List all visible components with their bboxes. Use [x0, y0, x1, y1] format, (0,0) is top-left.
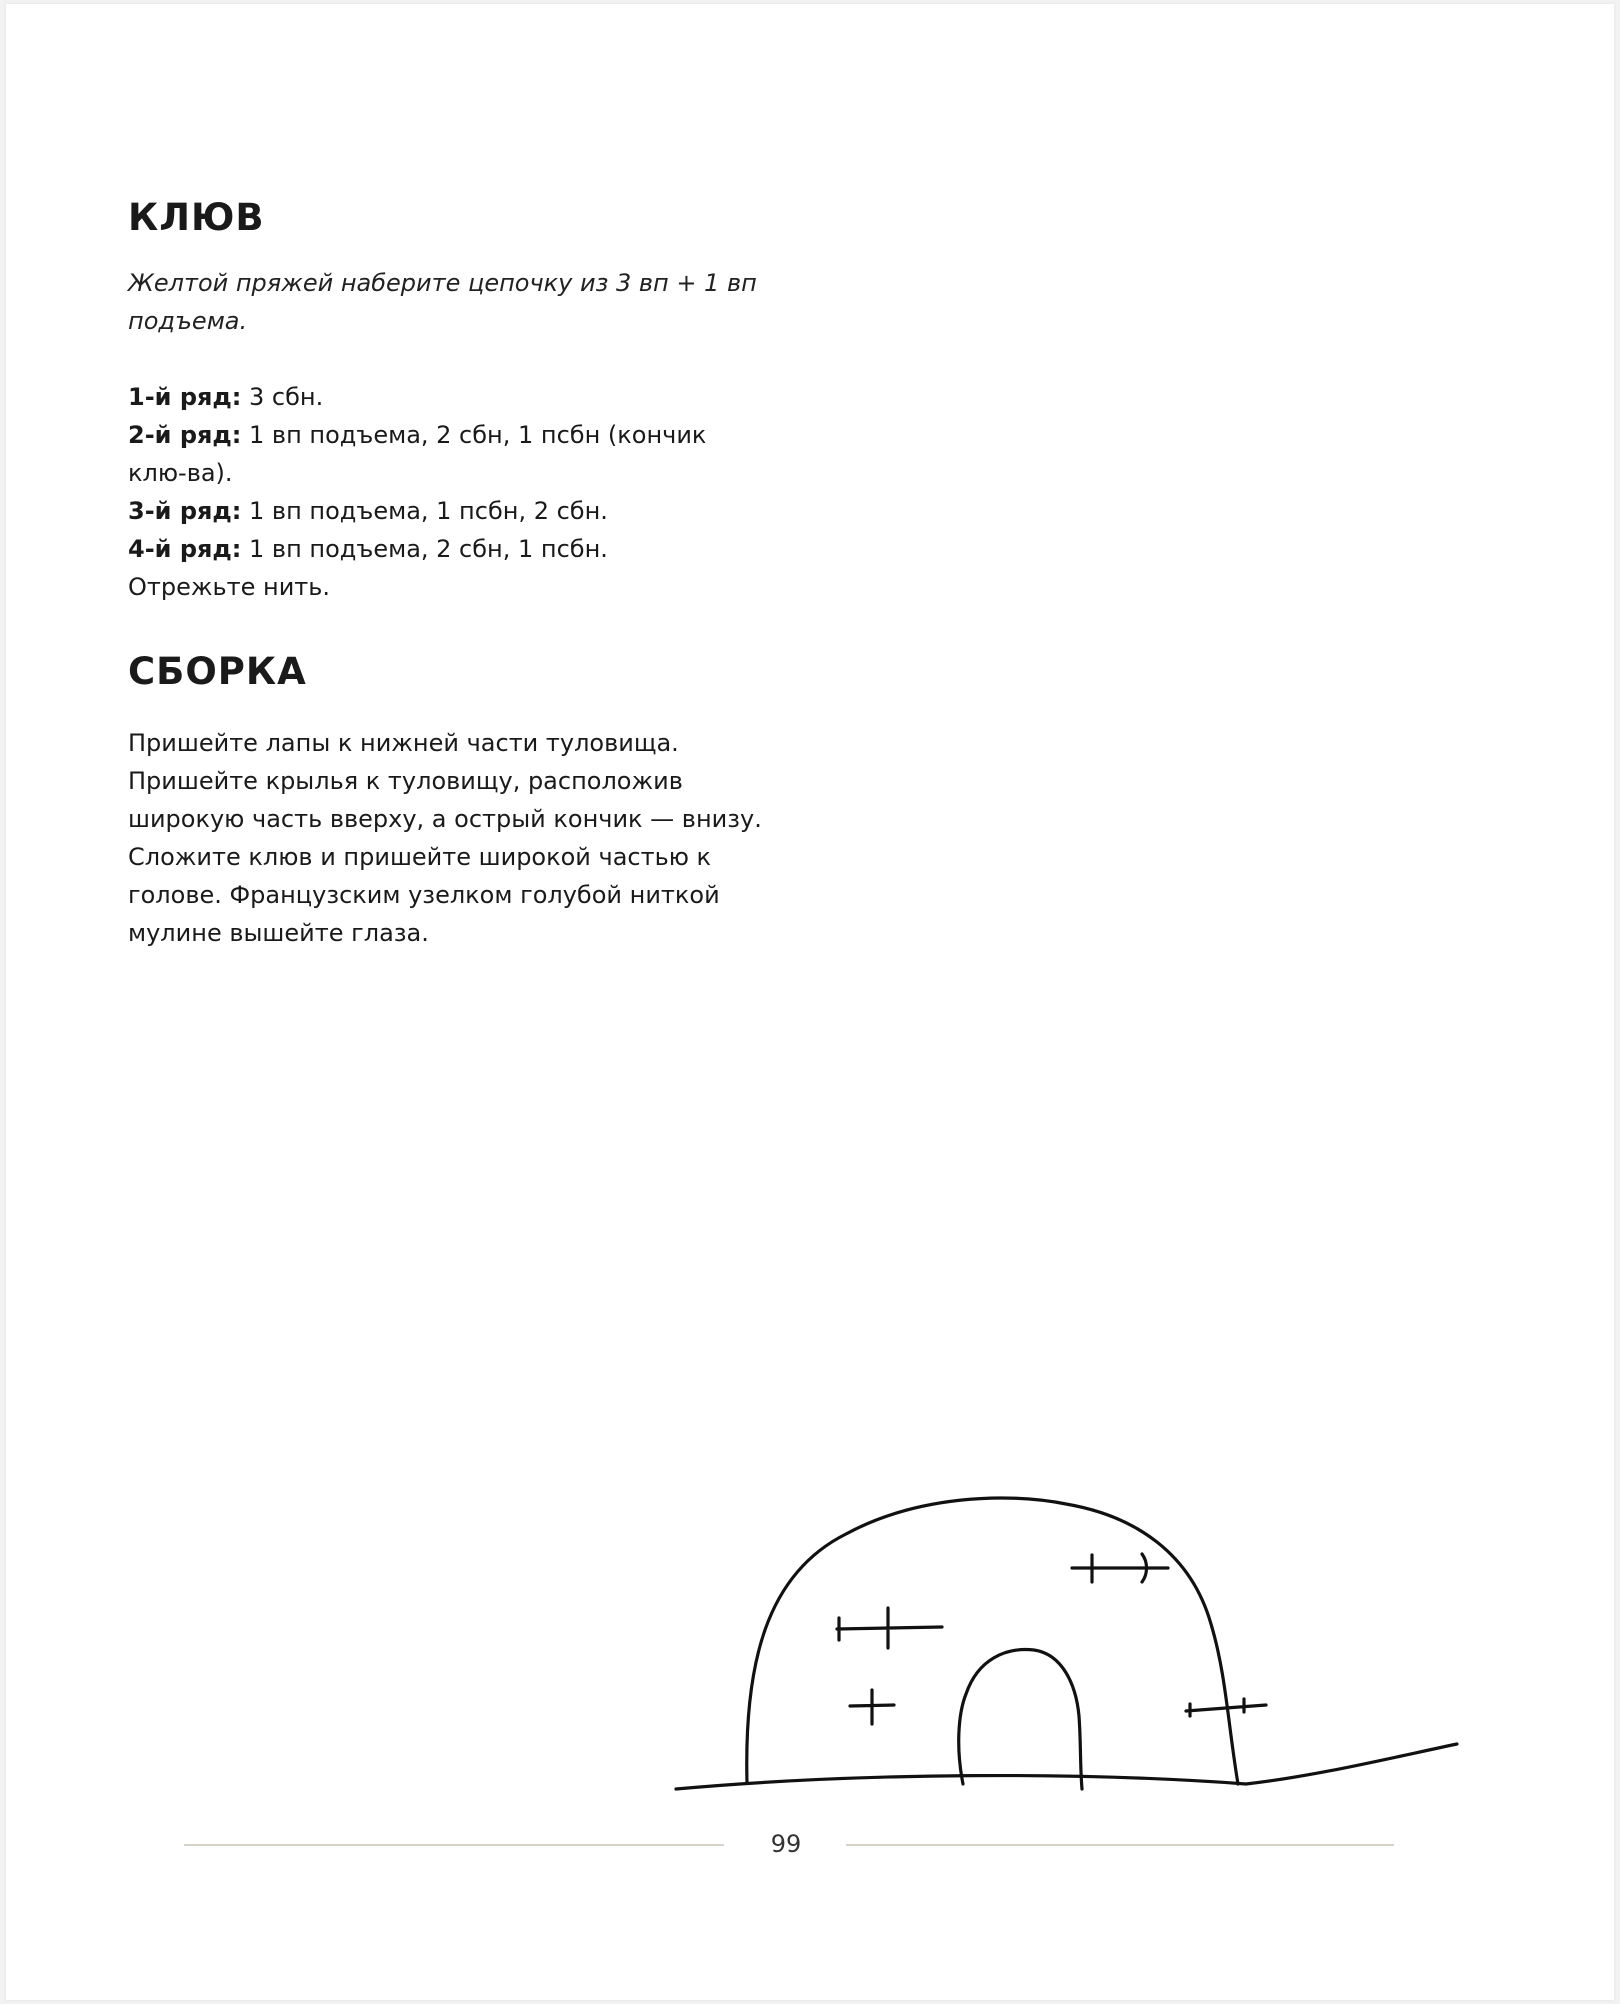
- igloo-icon: [666, 1454, 1466, 1804]
- crack-left-lower: [850, 1690, 894, 1724]
- row-1-text: 3 сбн.: [241, 383, 324, 411]
- row-4-label: 4-й ряд:: [128, 535, 242, 563]
- row-1: [128, 378, 768, 416]
- igloo-door: [959, 1650, 1082, 1789]
- crack-top-right: [1072, 1554, 1168, 1582]
- row-3-text: 1 вп подъема, 1 псбн, 2 сбн.: [241, 497, 608, 525]
- row-2: [128, 416, 768, 492]
- book-page: [6, 4, 1614, 2000]
- igloo-dome: [747, 1498, 1238, 1784]
- beak-closing: Отрежьте нить.: [128, 573, 331, 601]
- beak-heading: КЛЮВ: [128, 196, 265, 239]
- footer-line-left: [184, 1844, 724, 1846]
- assembly-text: Пришейте лапы к нижней части туловища. Пришейте крылья к туловищу, расположив широкую часть вверху, а острый кончик — внизу. Сложите клюв и пришейте широкой частью к голове. Французским узелком голубой ниткой мулине вышейте глаза.: [128, 729, 762, 947]
- row-2-text: 1 вп подъема, 2 сбн, 1 псбн (кончик клю-ва).: [128, 421, 707, 487]
- beak-intro: Желтой пряжей наберите цепочку из 3 вп + 1 вп подъема.: [128, 269, 757, 335]
- row-4-text: 1 вп подъема, 2 сбн, 1 псбн.: [241, 535, 608, 563]
- ground-line: [676, 1744, 1457, 1789]
- assembly-heading: СБОРКА: [128, 650, 307, 693]
- crack-left-upper: [837, 1608, 942, 1648]
- row-3: [128, 492, 768, 530]
- row-4: [128, 530, 768, 568]
- beak-rows: [128, 378, 768, 606]
- row-2-label: 2-й ряд:: [128, 421, 242, 449]
- row-1-label: 1-й ряд:: [128, 383, 242, 411]
- row-3-label: 3-й ряд:: [128, 497, 242, 525]
- page-number: 99: [770, 1830, 802, 1858]
- page-content: [128, 194, 768, 952]
- footer-line-right: [846, 1844, 1394, 1846]
